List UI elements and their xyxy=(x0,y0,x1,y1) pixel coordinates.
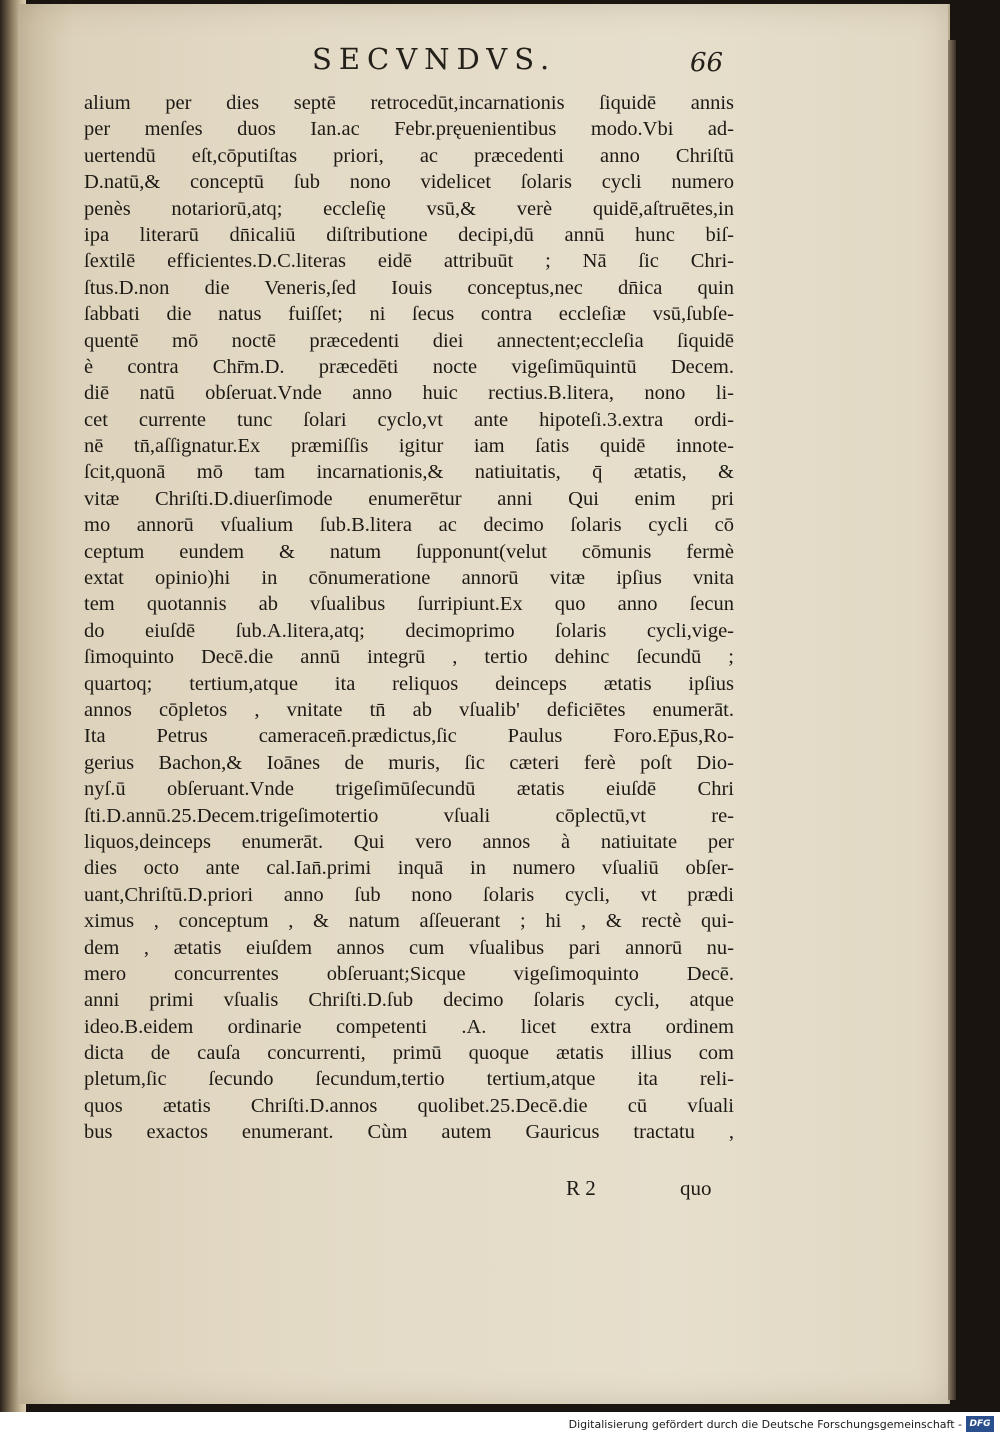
text-line: ſti.D.annū.25.Decem.trigeſimotertio vſuali cōplectū,vt re- xyxy=(84,804,734,827)
text-line: bus exactos enumerant. Cùm autem Gauricus tractatu , xyxy=(84,1121,734,1144)
text-line: uertendū eſt,cōputiſtas priori, ac præcedenti anno Chriſtū xyxy=(84,144,734,167)
funding-credit: Digitalisierung gefördert durch die Deutsche Forschungsgemeinschaft - xyxy=(568,1418,962,1431)
text-line: dicta de cauſa concurrenti, primū quoque ætatis illius com xyxy=(84,1042,734,1065)
text-line: extat opinio)hi in cōnumeratione annorū vitæ ipſius vnita xyxy=(84,567,734,590)
text-line: Ita Petrus cameracen̄.prædictus,ſic Paulus Foro.Ep̄us,Ro- xyxy=(84,725,734,748)
text-line: pletum,ſic ſecundo ſecundum,tertio tertium,atque ita reli- xyxy=(84,1068,734,1091)
text-line: dies octo ante cal.Ian̄.primi inquā in numero vſualiū obſer- xyxy=(84,857,734,880)
running-head-title: SECVNDVS. xyxy=(312,42,557,76)
catch-line xyxy=(84,1176,734,1206)
text-line: ſtus.D.non die Veneris,ſed Iouis conceptus,nec dn̄ica quin xyxy=(84,276,734,299)
text-line: mero concurrentes obſeruant;Sicque vigeſimoquinto Decē. xyxy=(84,962,734,985)
text-line: liquos,deinceps enumerāt. Qui vero annos à natiuitate per xyxy=(84,830,734,853)
text-line: ideo.B.eidem ordinarie competenti .A. licet extra ordinem xyxy=(84,1015,734,1038)
text-line: D.natū,& conceptū ſub nono videlicet ſolaris cycli numero xyxy=(84,171,734,194)
text-line: alium per dies septē retrocedūt,incarnationis ſiquidē annis xyxy=(84,92,734,114)
text-line: nyſ.ū obſeruant.Vnde trigeſimūſecundū ætatis eiuſdē Chri xyxy=(84,778,734,801)
text-line: nē tn̄,aſſignatur.Ex præmiſſis igitur iam ſatis quidē innote- xyxy=(84,435,734,458)
text-line: mo annorū vſualium ſub.B.litera ac decimo ſolaris cycli cō xyxy=(84,514,734,537)
signature-mark: R 2 xyxy=(566,1176,596,1200)
page-fore-edge xyxy=(948,40,956,1400)
text-line: ximus , conceptum , & natum aſſeuerant ; hi , & rectè qui- xyxy=(84,910,734,933)
text-line: diē natū obſeruat.Vnde anno huic rectius.B.litera, nono li- xyxy=(84,382,734,405)
running-head xyxy=(270,42,730,86)
text-line: penès notariorū,atq; eccleſię vsū,& verè quidē,aſtruētes,in xyxy=(84,197,734,220)
text-line: ſextilē efficientes.D.C.literas eidē attribuūt ; Nā ſic Chri- xyxy=(84,250,734,273)
text-line: quartoq; tertium,atque ita reliquos deinceps ætatis ipſius xyxy=(84,672,734,695)
text-line: ipa literarū dn̄icaliū diſtributione decipi,dū annū hunc biſ- xyxy=(84,223,734,246)
text-line: uant,Chriſtū.D.priori anno ſub nono ſolaris cycli, vt prædi xyxy=(84,883,734,906)
text-line: anni primi vſualis Chriſti.D.ſub decimo ſolaris cycli, atque xyxy=(84,989,734,1012)
text-line: vitæ Chriſti.D.diuerſimode enumerētur anni Qui enim pri xyxy=(84,487,734,510)
text-line: ceptum eundem & natum ſupponunt(velut cōmunis fermè xyxy=(84,540,734,563)
text-line: quos ætatis Chriſti.D.annos quolibet.25.Decē.die cū vſuali xyxy=(84,1094,734,1117)
text-line: gerius Bachon,& Ioānes de muris, ſic cæteri ferè poſt Dio- xyxy=(84,751,734,774)
text-line: annos cōpletos , vnitate tn̄ ab vſualib' deficiētes enumerāt. xyxy=(84,698,734,721)
text-line: do eiuſdē ſub.A.litera,atq; decimoprimo ſolaris cycli,vige- xyxy=(84,619,734,642)
text-line: cet currente tunc ſolari cyclo,vt ante hipoteſi.3.extra ordi- xyxy=(84,408,734,431)
digitization-footer xyxy=(0,1412,1000,1438)
page-number: 66 xyxy=(690,48,724,78)
text-line: tem quotannis ab vſualibus ſurripiunt.Ex quo anno ſecun xyxy=(84,593,734,616)
text-line: dem , ætatis eiuſdem annos cum vſualibus pari annorū nu- xyxy=(84,936,734,959)
text-line: per menſes duos Ian.ac Febr.pręuenientibus modo.Vbi ad- xyxy=(84,118,734,141)
dfg-logo: DFG xyxy=(966,1416,994,1432)
text-line: ſcit,quonā mō tam incarnationis,& natiuitatis, q̄ ætatis, & xyxy=(84,461,734,484)
body-text xyxy=(84,90,734,1146)
text-line: ſabbati die natus fuiſſet; ni ſecus contra eccleſiæ vsū,ſubſe- xyxy=(84,303,734,326)
text-line: quentē mō noctē præcedenti diei annectent;eccleſia ſiquidē xyxy=(84,329,734,352)
catchword: quo xyxy=(680,1176,712,1200)
text-line: è contra Chr̄m.D. præcedēti nocte vigeſimūquintū Decem. xyxy=(84,355,734,378)
text-line: ſimoquinto Decē.die annū integrū , tertio dehinc ſecundū ; xyxy=(84,646,734,669)
